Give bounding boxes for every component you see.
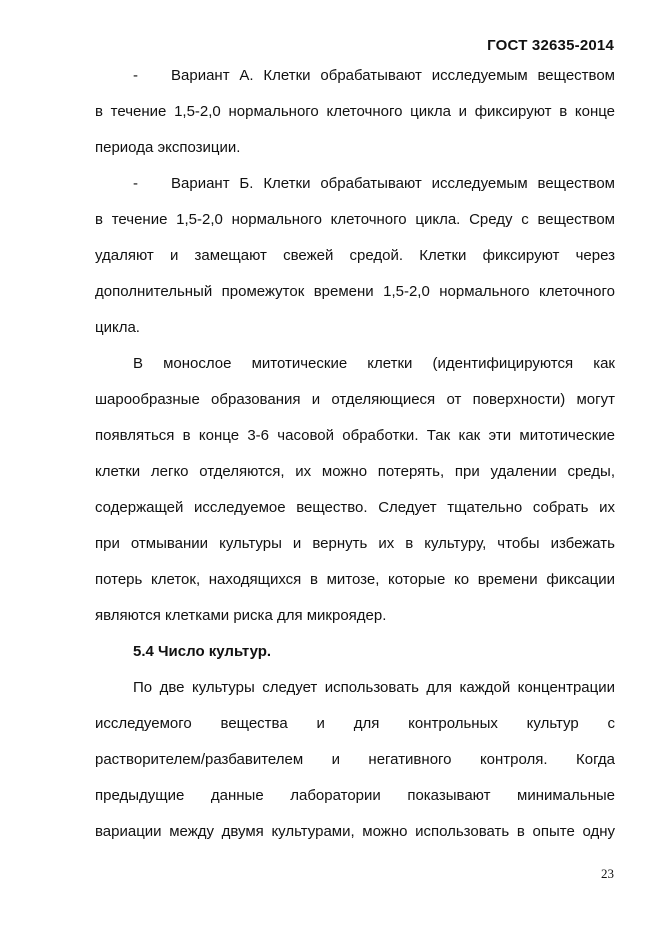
monolayer-line-6: при отмывании культуры и вернуть их в культуру, чтобы избежать xyxy=(95,535,615,552)
monolayer-line-1: В монослое митотические клетки (идентифицируются как xyxy=(133,355,615,372)
variant-a-line-2: в течение 1,5-2,0 нормального клеточного цикла и фиксируют в конце xyxy=(95,103,615,120)
monolayer-line-8: являются клетками риска для микроядер. xyxy=(95,607,387,624)
monolayer-line-4: клетки легко отделяются, их можно потерять, при удалении среды, xyxy=(95,463,615,480)
section-5-4-line-3: растворителем/разбавителем и негативного контроля. Когда xyxy=(95,751,615,768)
document-header: ГОСТ 32635-2014 xyxy=(487,37,614,54)
section-heading: 5.4 Число культур. xyxy=(133,643,272,660)
variant-b-line-1 xyxy=(95,166,615,202)
variant-b-line-4: дополнительный промежуток времени 1,5-2,0 нормального клеточного xyxy=(95,283,615,300)
variant-b-line-5: цикла. xyxy=(95,319,140,336)
page-number: 23 xyxy=(601,866,614,881)
monolayer-line-7: потерь клеток, находящихся в митозе, которые ко времени фиксации xyxy=(95,571,615,588)
monolayer-line-2: шарообразные образования и отделяющиеся от поверхности) могут xyxy=(95,391,615,408)
variant-a-line-3: периода экспозиции. xyxy=(95,139,241,156)
variant-a-line-1 xyxy=(95,58,615,94)
variant-b-line-2: в течение 1,5-2,0 нормального клеточного цикла. Среду с веществом xyxy=(95,211,615,228)
list-dash: - xyxy=(133,67,138,84)
section-5-4-line-5: вариации между двумя культурами, можно использовать в опыте одну xyxy=(95,823,615,840)
section-5-4-line-2: исследуемого вещества и для контрольных культур с xyxy=(95,715,615,732)
section-5-4-line-4: предыдущие данные лаборатории показывают минимальные xyxy=(95,787,615,804)
variant-b-text: Вариант Б. Клетки обрабатывают исследуемым веществом xyxy=(171,175,615,192)
monolayer-line-5: содержащей исследуемое вещество. Следует тщательно собрать их xyxy=(95,499,615,516)
list-dash: - xyxy=(133,175,138,192)
variant-b-line-3: удаляют и замещают свежей средой. Клетки фиксируют через xyxy=(95,247,615,264)
monolayer-line-3: появляться в конце 3-6 часовой обработки. Так как эти митотические xyxy=(95,427,615,444)
variant-a-text: Вариант А. Клетки обрабатывают исследуемым веществом xyxy=(171,67,615,84)
page-body xyxy=(95,58,615,850)
section-5-4-line-1: По две культуры следует использовать для каждой концентрации xyxy=(133,679,615,696)
